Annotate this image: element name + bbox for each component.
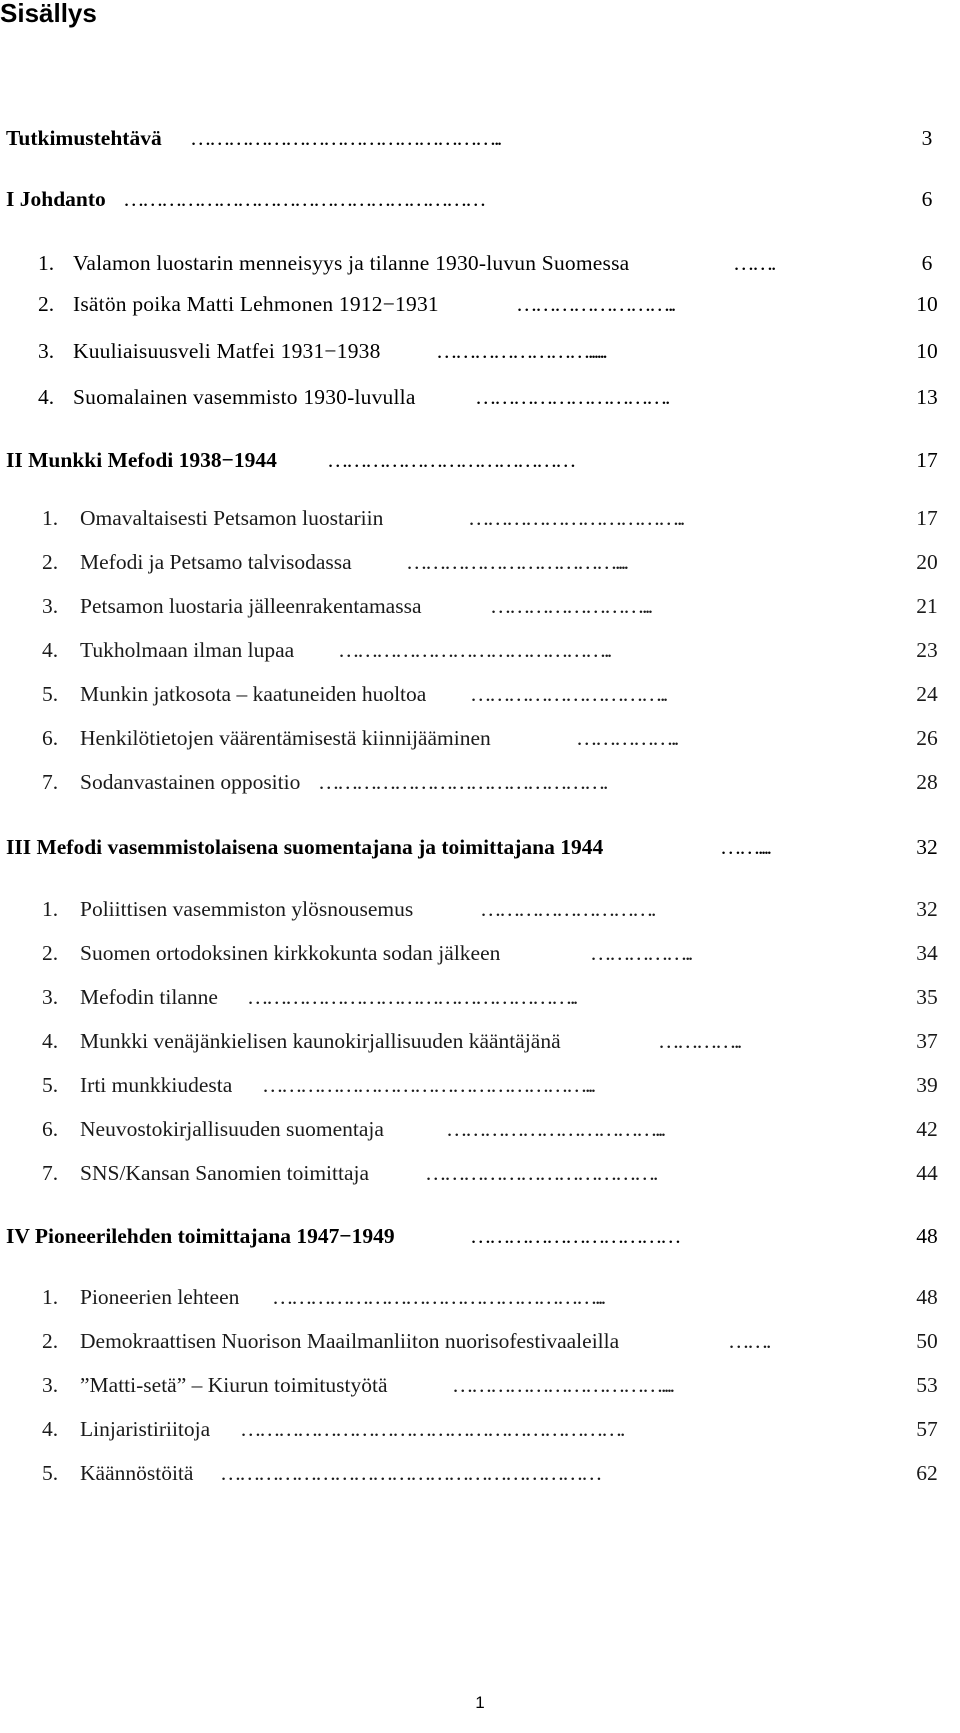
toc-entry-page: 26 (916, 726, 938, 750)
toc-entry-page: 23 (916, 638, 938, 662)
toc-entry (0, 1282, 960, 1312)
toc-entry (0, 1114, 960, 1144)
toc-entry-page: 3 (921, 126, 933, 150)
toc-entry-page: 6 (921, 251, 933, 275)
toc-dot-leader: ………….. (658, 1029, 740, 1053)
toc-entry-title: Mefodi ja Petsamo talvisodassa (80, 550, 352, 574)
toc-dot-leader: …………………………………………….. (247, 985, 576, 1009)
toc-entry-title: Poliittisen vasemmiston ylösnousemus (80, 897, 414, 921)
toc-entry-page: 17 (916, 506, 938, 530)
toc-dot-leader: …………….. (576, 726, 677, 750)
toc-dot-leader: ……………………………………………………. (240, 1417, 623, 1441)
toc-dot-leader: ……. (728, 1329, 769, 1353)
toc-dot-leader: ……………………………………………... (262, 1073, 594, 1097)
toc-entry-number: 1. (42, 897, 59, 921)
toc-entry (0, 894, 960, 924)
toc-entry-number: 2. (42, 1329, 59, 1353)
toc-entry-page: 53 (916, 1373, 938, 1397)
toc-entry (0, 336, 960, 366)
toc-entry-number: 3. (38, 339, 55, 363)
toc-entry-number: 1. (38, 251, 55, 275)
toc-entry-number: 7. (42, 770, 59, 794)
toc-dot-leader: …………………………………………………… (220, 1461, 600, 1485)
toc-entry-number: 7. (42, 1161, 59, 1185)
toc-entry (0, 591, 960, 621)
toc-entry-page: 13 (916, 385, 938, 409)
toc-entry-page: 35 (916, 985, 938, 1009)
toc-entry-title: Kuuliaisuusveli Matfei 1931−1938 (73, 339, 381, 363)
toc-dot-leader: ……. (733, 251, 774, 275)
toc-dot-leader: …………………………. (475, 385, 668, 409)
toc-entry-title: Pioneerien lehteen (80, 1285, 240, 1309)
toc-entry-number: 6. (42, 1117, 59, 1141)
toc-dot-leader: …………………….. (516, 292, 674, 316)
toc-dot-leader: ………………………………………………… (123, 187, 484, 211)
toc-dot-leader: ……………………... (490, 594, 651, 618)
toc-entry-title: Munkin jatkosota – kaatuneiden huoltoa (80, 682, 427, 706)
toc-entry-number: 3. (42, 594, 59, 618)
toc-entry-title: Omavaltaisesti Petsamon luostariin (80, 506, 384, 530)
toc-entry (0, 1370, 960, 1400)
toc-entry-page: 34 (916, 941, 938, 965)
toc-entry-number: 2. (38, 292, 55, 316)
toc-dot-leader: ………………………………………. (318, 770, 606, 794)
toc-entry-title: ”Matti-setä” – Kiurun toimitustyötä (80, 1373, 388, 1397)
toc-entry-title: Käännöstöitä (80, 1461, 194, 1485)
toc-entry (0, 1221, 960, 1251)
toc-entry-page: 10 (916, 339, 938, 363)
toc-dot-leader: …………………………….. (468, 506, 683, 530)
toc-entry (0, 445, 960, 475)
toc-entry-title: IV Pioneerilehden toimittajana 1947−1949 (6, 1224, 395, 1248)
toc-entry-page: 10 (916, 292, 938, 316)
toc-entry-number: 6. (42, 726, 59, 750)
toc-entry-page: 32 (916, 897, 938, 921)
toc-entry (0, 547, 960, 577)
toc-entry-page: 32 (916, 835, 938, 859)
toc-entry-page: 42 (916, 1117, 938, 1141)
toc-entry-title: Suomen ortodoksinen kirkkokunta sodan jälkeen (80, 941, 501, 965)
toc-entry-title: Valamon luostarin menneisyys ja tilanne 1930-luvun Suomessa (73, 251, 630, 275)
toc-entry (0, 635, 960, 665)
toc-entry-title: Tukholmaan ilman lupaa (80, 638, 295, 662)
toc-dot-leader: …………………………….... (406, 550, 627, 574)
toc-entry (0, 184, 960, 214)
toc-entry-title: I Johdanto (6, 187, 106, 211)
toc-entry-page: 21 (916, 594, 938, 618)
toc-entry-title: SNS/Kansan Sanomien toimittaja (80, 1161, 370, 1185)
page-title: Sisällys (0, 0, 97, 28)
page-number: 1 (475, 1693, 485, 1712)
toc-entry-page: 28 (916, 770, 938, 794)
toc-entry-page: 39 (916, 1073, 938, 1097)
toc-entry (0, 248, 960, 278)
toc-entry-number: 2. (42, 941, 59, 965)
toc-entry (0, 1414, 960, 1444)
toc-entry-title: Suomalainen vasemmisto 1930-luvulla (73, 385, 416, 409)
toc-entry-page: 62 (916, 1461, 938, 1485)
toc-entry-number: 4. (42, 638, 59, 662)
toc-entry-number: 1. (42, 1285, 59, 1309)
toc-entry-page: 48 (916, 1224, 938, 1248)
toc-entry-page: 48 (916, 1285, 938, 1309)
toc-entry-title: III Mefodi vasemmistolaisena suomentajana ja toimittajana 1944 (6, 835, 604, 859)
toc-entry-number: 5. (42, 1073, 59, 1097)
toc-entry-title: Demokraattisen Nuorison Maailmanliiton nuorisofestivaaleilla (80, 1329, 620, 1353)
toc-entry-title: Irti munkkiudesta (80, 1073, 233, 1097)
toc-entry (0, 382, 960, 412)
toc-entry-number: 5. (42, 1461, 59, 1485)
toc-entry-page: 44 (916, 1161, 938, 1185)
toc-dot-leader: ………………………………… (327, 448, 574, 472)
toc-entry-page: 17 (916, 448, 938, 472)
toc-entry (0, 1326, 960, 1356)
toc-entry (0, 503, 960, 533)
toc-entry-number: 2. (42, 550, 59, 574)
toc-entry (0, 679, 960, 709)
toc-entry-page: 6 (921, 187, 933, 211)
toc-entry-page: 37 (916, 1029, 938, 1053)
toc-dot-leader: …………………………….... (452, 1373, 673, 1397)
toc-entry-title: Henkilötietojen väärentämisestä kiinnijääminen (80, 726, 491, 750)
toc-entry-title: Isätön poika Matti Lehmonen 1912−1931 (73, 292, 439, 316)
toc-dot-leader: …………….. (590, 941, 691, 965)
toc-dot-leader: ………………………………. (425, 1161, 656, 1185)
toc-entry-page: 24 (916, 682, 938, 706)
toc-dot-leader: ……………………………………………... (272, 1285, 604, 1309)
toc-entry-title: II Munkki Mefodi 1938−1944 (6, 448, 277, 472)
toc-entry (0, 982, 960, 1012)
toc-entry-title: Linjaristiriitoja (80, 1417, 211, 1441)
toc-entry-title: Neuvostokirjallisuuden suomentaja (80, 1117, 384, 1141)
toc-entry (0, 1458, 960, 1488)
toc-dot-leader: …….... (720, 835, 770, 859)
toc-dot-leader: ………………………………………….. (190, 126, 500, 150)
toc-entry-number: 3. (42, 985, 59, 1009)
toc-dot-leader: ………………………. (480, 897, 654, 921)
toc-entry (0, 289, 960, 319)
toc-entry (0, 832, 960, 862)
toc-entry-page: 50 (916, 1329, 938, 1353)
toc-entry (0, 1026, 960, 1056)
toc-entry (0, 1158, 960, 1188)
toc-entry (0, 123, 960, 153)
toc-entry-number: 4. (42, 1417, 59, 1441)
toc-entry (0, 938, 960, 968)
toc-entry (0, 767, 960, 797)
toc-entry (0, 1070, 960, 1100)
toc-entry-title: Munkki venäjänkielisen kaunokirjallisuuden kääntäjänä (80, 1029, 561, 1053)
toc-dot-leader: …………………………………….. (338, 638, 610, 662)
toc-entry-title: Mefodin tilanne (80, 985, 218, 1009)
toc-entry-page: 20 (916, 550, 938, 574)
toc-dot-leader: ……………………...... (436, 339, 606, 363)
toc-entry-number: 4. (42, 1029, 59, 1053)
toc-entry-number: 1. (42, 506, 59, 530)
toc-dot-leader: ………………………….. (470, 682, 666, 706)
toc-entry-page: 57 (916, 1417, 938, 1441)
toc-entry-number: 4. (38, 385, 55, 409)
toc-dot-leader: …………………………… (470, 1224, 679, 1248)
toc-entry-number: 3. (42, 1373, 59, 1397)
toc-entry-title: Tutkimustehtävä (6, 126, 162, 150)
toc-entry-title: Sodanvastainen oppositio (80, 770, 301, 794)
toc-entry (0, 723, 960, 753)
toc-entry-title: Petsamon luostaria jälleenrakentamassa (80, 594, 422, 618)
toc-dot-leader: ……………………………... (446, 1117, 664, 1141)
toc-entry-number: 5. (42, 682, 59, 706)
